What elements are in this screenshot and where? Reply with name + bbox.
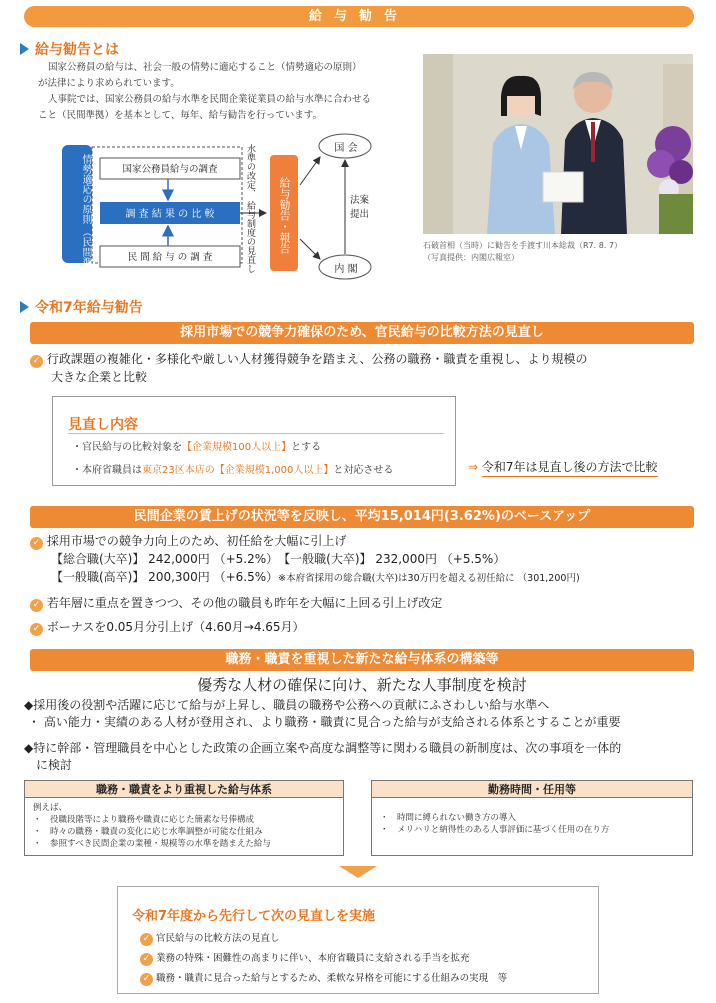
check-icon: ✓ — [140, 953, 153, 966]
check-icon: ✓ — [30, 623, 43, 636]
photo-illustration — [423, 54, 693, 234]
check-icon: ✓ — [30, 599, 43, 612]
diet-label: 国 会 — [334, 143, 358, 154]
review-line-1: ・官民給与の比較対象を【企業規模100人以上】とする — [72, 442, 322, 453]
review-title: 見直し内容 — [68, 417, 138, 433]
item-young-staff: ✓ 若年層に重点を置きつつ、その他の職員も昨年を大幅に上回る引上げ改定 — [30, 594, 442, 612]
box-working-hours-header: 勤務時間・任用等 — [371, 780, 693, 798]
triangle-bullet-icon — [20, 301, 29, 313]
box-working-hours: 勤務時間・任用等 ・ 時間に縛られない働き方の導入 ・ メリハリと納得性のある人事評価に基づく任用の在り方 — [371, 780, 693, 856]
review-result: ⇒ 令和7年は見直し後の方法で比較 — [468, 458, 658, 475]
review-line-2: ・本府省職員は東京23区本店の【企業規模1,000人以上】と対応させる — [72, 465, 394, 476]
point-salary-rise: ◆採用後の役割や活躍に応じて給与が上昇し、職員の職務や公務への貢献にふさわしい給与水準へ ・ 高い能力・実績のある人材が登用され、より職務・職責に見合った給与が支給される体系とすることが重要 — [24, 698, 621, 729]
recommend-label: 給与勧告・報告 — [278, 176, 291, 254]
photo-caption: 石破首相（当時）に勧告を手渡す川本総裁（R7. 8. 7） （写真提供：内閣広報室） — [423, 241, 622, 262]
point-new-system: ◆特に幹部・管理職員を中心とした政策の企画立案や高度な調整等に関わる職員の新制度は、次の事項を一体的 に検討 — [24, 741, 622, 772]
intro-paragraph: 国家公務員の給与は、社会一般の情勢に適応すること（情勢適応の原則） が法律により求められています。 人事院では、国家公務員の給与水準を民間企業従業員の給与水準に合わせる こと（民間準拠）を基本として、毎年、給与勧告を行っています。 — [38, 62, 372, 121]
section-heading-what-is: 給与勧告とは — [20, 39, 119, 59]
triangle-bullet-icon — [20, 43, 29, 55]
topic-bar-comparison: 採用市場での競争力確保のため、官民給与の比較方法の見直し — [30, 322, 694, 344]
check-icon: ✓ — [140, 933, 153, 946]
check-icon: ✓ — [140, 973, 153, 986]
section-heading-r7: 令和7年給与勧告 — [20, 297, 143, 317]
review-underline — [68, 433, 444, 434]
survey-public-label: 国家公務員給与の調査 — [122, 164, 218, 175]
impl-item-1: ✓ 官民給与の比較方法の見直し — [140, 930, 280, 946]
check-icon: ✓ — [30, 355, 43, 368]
box-salary-structure-header: 職務・職責をより重視した給与体系 — [24, 780, 344, 798]
result-arrow: ⇒ — [468, 460, 479, 474]
photo — [423, 54, 693, 234]
survey-private-label: 民 間 給 与 の 調 査 — [127, 252, 213, 263]
implementation-title: 令和7年度から先行して次の見直しを実施 — [132, 909, 376, 924]
check-icon: ✓ — [30, 537, 43, 550]
impl-item-3: ✓ 職務・職責に見合った給与とするため、柔軟な昇格を可能にする仕組みの実現 等 — [140, 970, 507, 986]
cabinet-label: 内 閣 — [334, 264, 358, 275]
page-title-banner — [24, 6, 694, 27]
page-title: 給与勧告 — [308, 9, 409, 24]
principle-label: 情勢適応の原則 （民間準拠） — [80, 154, 91, 288]
item-starting-salary: ✓ 採用市場での競争力向上のため、初任給を大幅に引上げ 【総合職(大卒)】 242,000円 （+5.2%） 【一般職(大卒)】 232,000円 （+5.5%） 【一般職(高卒)】 200,300円 （+6.5%）※本府省採用の総合職(大卒)は30万円を超える初任給に （301,200円) — [30, 532, 700, 588]
down-arrow-icon — [339, 866, 377, 878]
impl-item-2: ✓ 業務の特殊・困難性の高まりに伴い、本府省職員に支給される手当を拡充 — [140, 950, 470, 966]
item-bonus: ✓ ボーナスを0.05月分引上げ（4.60月→4.65月） — [30, 618, 305, 636]
revision-vertical-text: 水準の改定、 給与制度の見直し — [245, 144, 255, 273]
subtitle-new-system: 優秀な人材の確保に向け、新たな人事制度を検討 — [197, 676, 527, 694]
topic-bar-base-up: 民間企業の賃上げの状況等を反映し、平均15,014円(3.62%)のベースアップ — [30, 506, 694, 528]
item-comparison: ✓ 行政課題の複雑化・多様化や厳しい人材獲得競争を踏まえ、公務の職務・職責を重視し、より規模の 大きな企業と比較 — [30, 350, 690, 386]
topic-bar-new-system: 職務・職責を重視した新たな給与体系の構築等 — [30, 649, 694, 671]
bill-submission-label: 法案 提出 — [350, 195, 370, 220]
compare-label: 調 査 結 果 の 比 較 — [125, 209, 215, 220]
box-salary-structure: 職務・職責をより重視した給与体系 例えば、 ・ 役職段階等により職務や職責に応じた簡素な号俸構成 ・ 時々の職務・職責の変化に応じ水準調整が可能な仕組み ・ 参照すべき民間企業の業種・規模等の水準を踏まえた給与 — [24, 780, 344, 856]
